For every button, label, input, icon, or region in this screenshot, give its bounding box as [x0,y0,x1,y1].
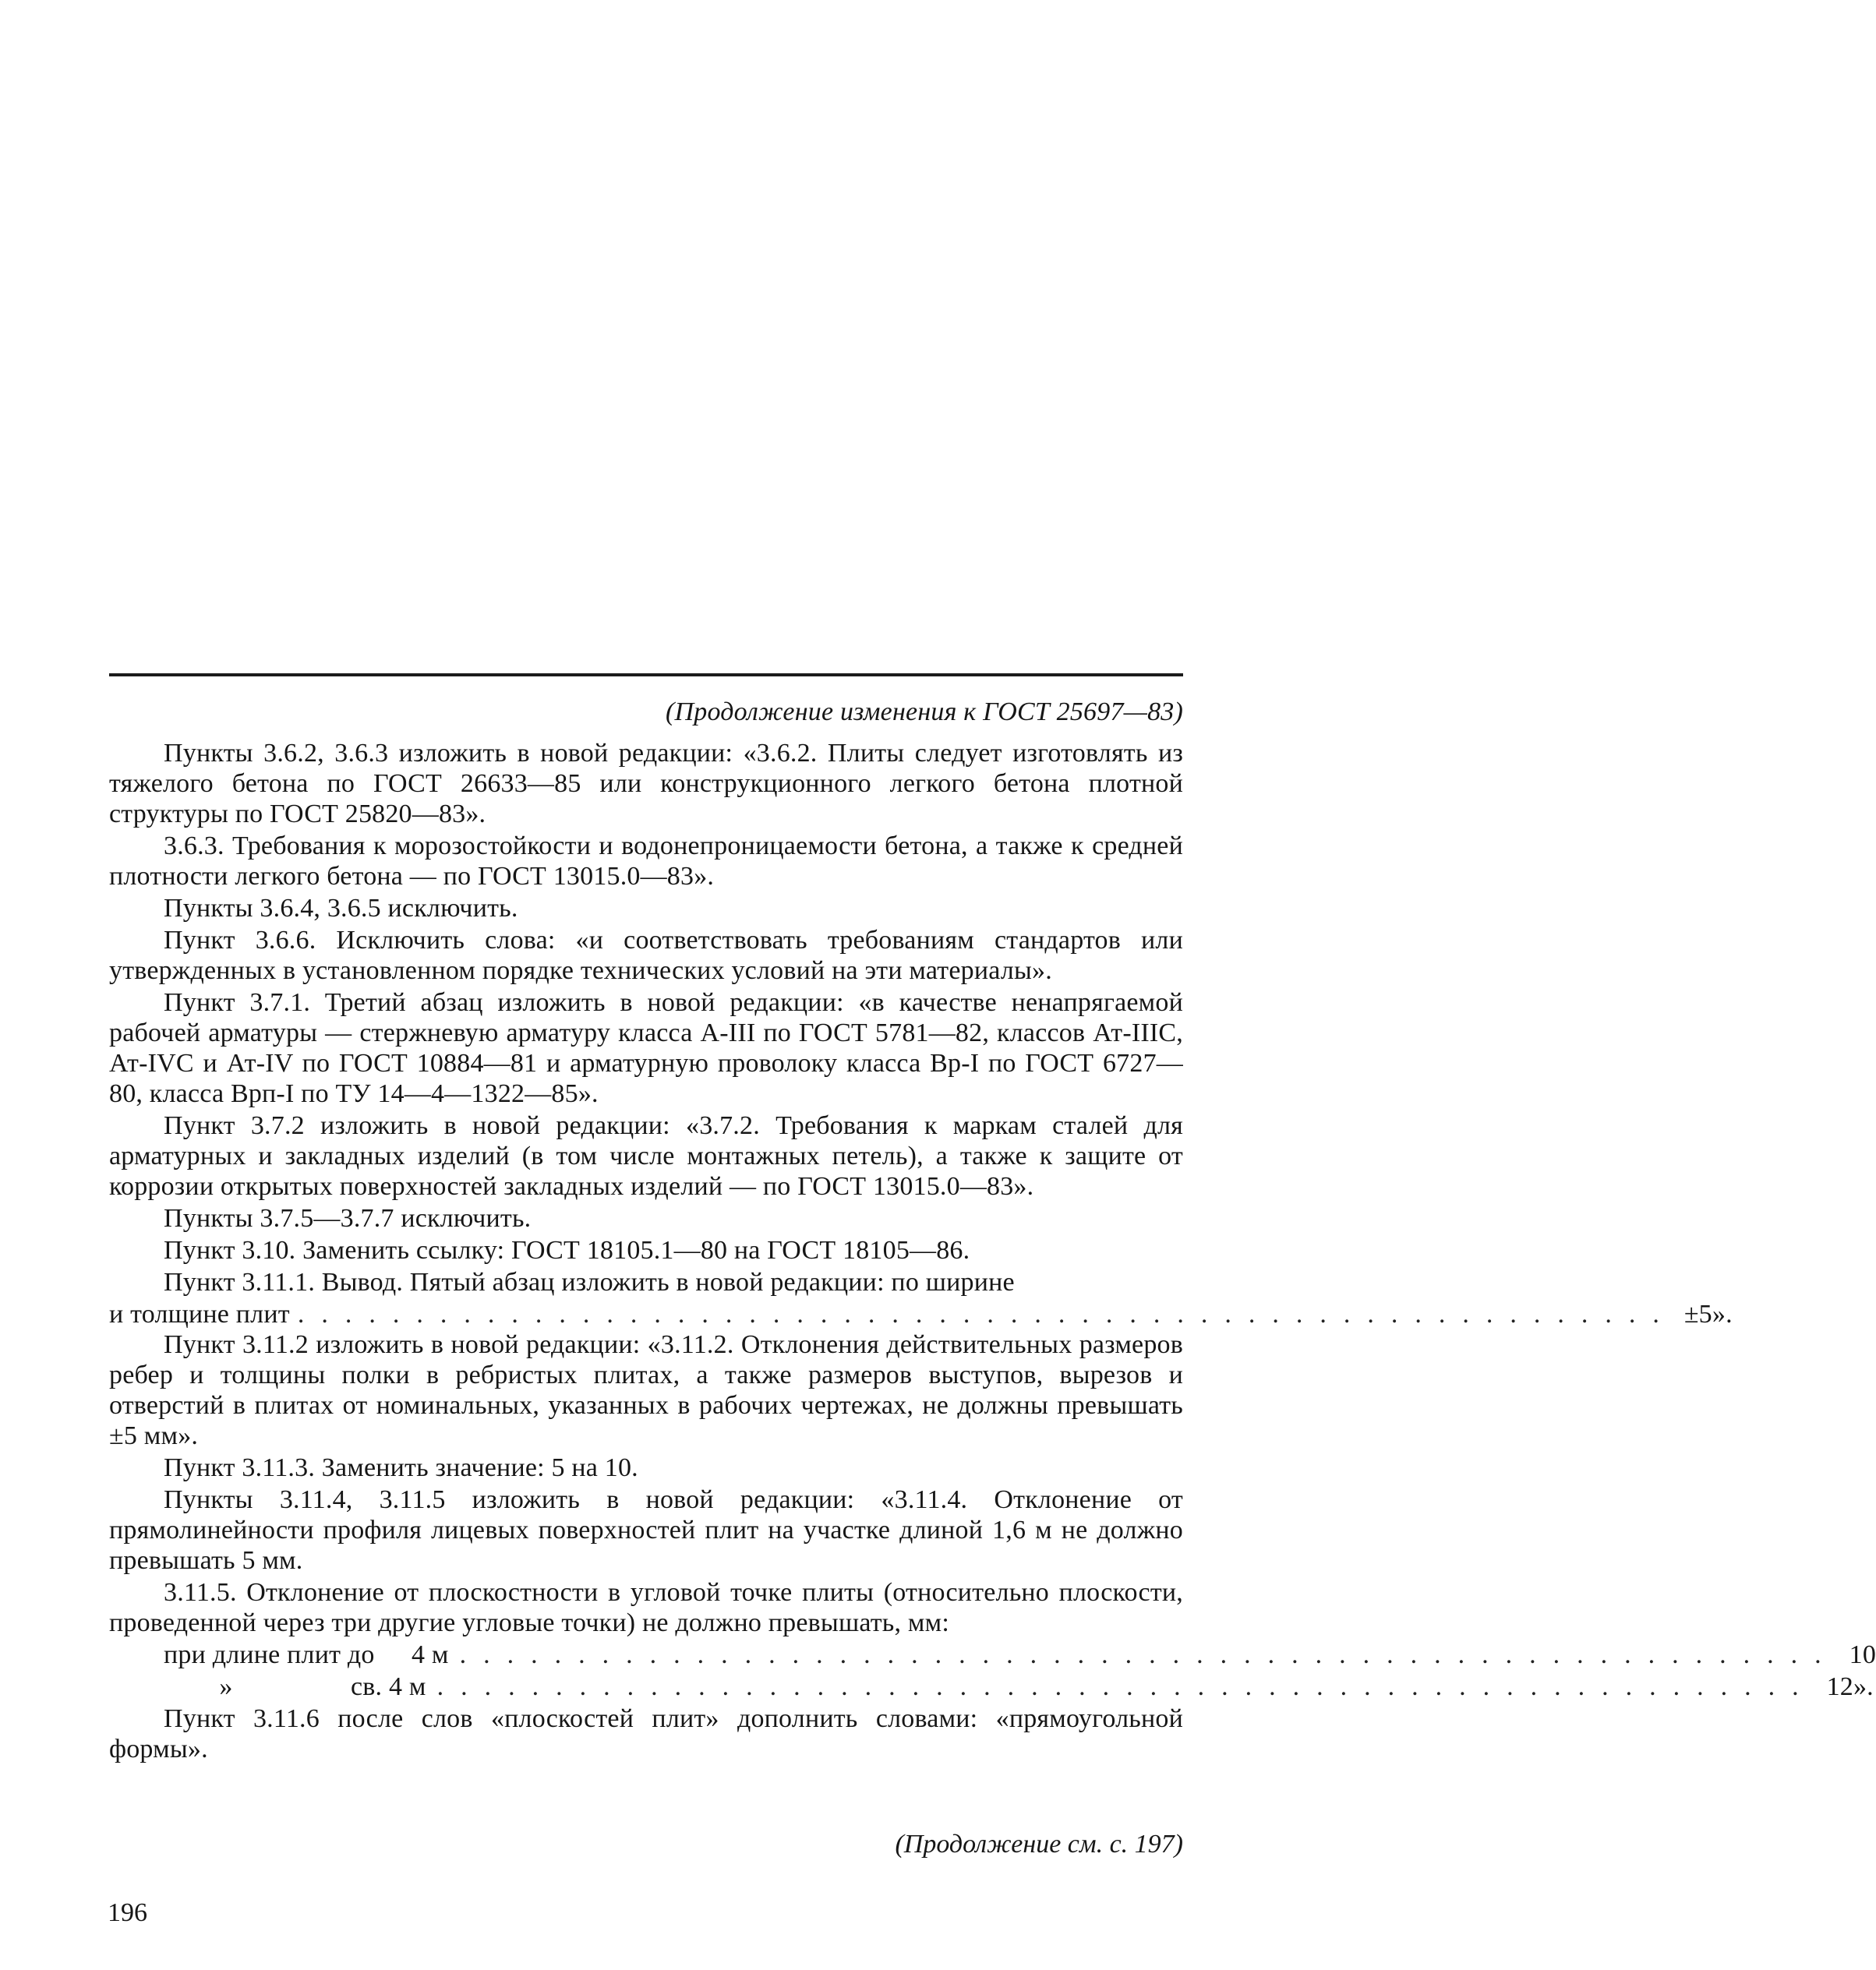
leader-dots: .......................................................... [436,1672,1816,1701]
continuation-header: (Продолжение изменения к ГОСТ 25697—83) [666,697,1183,726]
row-length: 4 м [412,1640,449,1669]
paragraph-3-11-6: Пункт 3.11.6 после слов «плоскостей плит» дополнить словами: «прямоугольной формы». [109,1704,1183,1763]
paragraph-3-7-1: Пункт 3.7.1. Третий абзац изложить в новой редакции: «в качестве ненапрягаемой рабочей арматуры — стержневую арматуру класса А-III по ГОСТ 5781—82, классов Ат-IIIС, Ат-IVС и Ат-IV по ГОСТ 10884—81 и арматурную проволоку класса Вр-I по ГОСТ 6727—80, класса Врп-I по ТУ 14—4—1322—85». [109,988,1183,1108]
paragraph-3-10: Пункт 3.10. Заменить ссылку: ГОСТ 18105.1—80 на ГОСТ 18105—86. [164,1236,970,1265]
paragraph-3-11-5: 3.11.5. Отклонение от плоскостности в угловой точке плиты (относительно плоскости, проведенной через три другие угловые точки) не должно превышать, мм: [109,1578,1183,1637]
top-rule [109,673,1183,676]
paragraph-3-7-2: Пункт 3.7.2 изложить в новой редакции: «3.7.2. Требования к маркам сталей для арматурных и закладных изделий (в том числе монтажных петель), а также к защите от коррозии открытых поверхностей закладных изделий — по ГОСТ 13015.0—83». [109,1111,1183,1201]
leader-dots: .......................................................... [459,1640,1839,1669]
paragraph-3-6-3: 3.6.3. Требования к морозостойкости и водонепроницаемости бетона, а также к средней плотности легкого бетона — по ГОСТ 13015.0—83». [109,831,1183,891]
paragraph-3-7-5: Пункты 3.7.5—3.7.7 исключить. [164,1204,532,1233]
paragraph-3-6-4: Пункты 3.6.4, 3.6.5 исключить. [164,894,518,923]
leader-value: ±5». [1683,1300,1733,1329]
row-label: » [219,1672,233,1701]
flatness-row-2 [109,1672,1874,1702]
paragraph-3-11-2: Пункт 3.11.2 изложить в новой редакции: «3.11.2. Отклонения действительных размеров ребер и толщины полки в ребристых плитах, а также размеров выступов, вырезов и отверстий в плитах от номинальных, указанных в рабочих чертежах, не должны превышать ±5 мм». [109,1330,1183,1450]
flatness-row-1 [109,1640,1876,1670]
row-label: при длине плит до [164,1640,375,1669]
paragraph-3-11-4: Пункты 3.11.4, 3.11.5 изложить в новой редакции: «3.11.4. Отклонение от прямолинейности профиля лицевых поверхностей плит на участке длиной 1,6 м не должно превышать 5 мм. [109,1485,1183,1575]
row-value: 10 [1849,1640,1876,1669]
leader-dots: .......................................................... [297,1300,1676,1329]
tolerance-leader-line [109,1299,1733,1329]
paragraph-3-11-3: Пункт 3.11.3. Заменить значение: 5 на 10. [164,1453,638,1482]
amendment-text [109,697,1876,1766]
paragraph-3-6-2: Пункты 3.6.2, 3.6.3 изложить в новой редакции: «3.6.2. Плиты следует изготовлять из тяжелого бетона по ГОСТ 26633—85 или конструкционного легкого бетона плотной структуры по ГОСТ 25820—83». [109,739,1183,828]
continuation-footer: (Продолжение см. с. 197) [895,1830,1183,1859]
leader-label: и толщине плит [109,1300,290,1329]
paragraph-3-6-6: Пункт 3.6.6. Исключить слова: «и соответствовать требованиям стандартов или утвержденных в установленном порядке технических условий на эти материалы». [109,926,1183,985]
row-value: 12». [1826,1672,1874,1701]
paragraph-3-11-1: Пункт 3.11.1. Вывод. Пятый абзац изложить в новой редакции: по ширине [164,1268,1015,1297]
page-number: 196 [108,1898,147,1927]
row-length: св. 4 м [351,1672,426,1701]
